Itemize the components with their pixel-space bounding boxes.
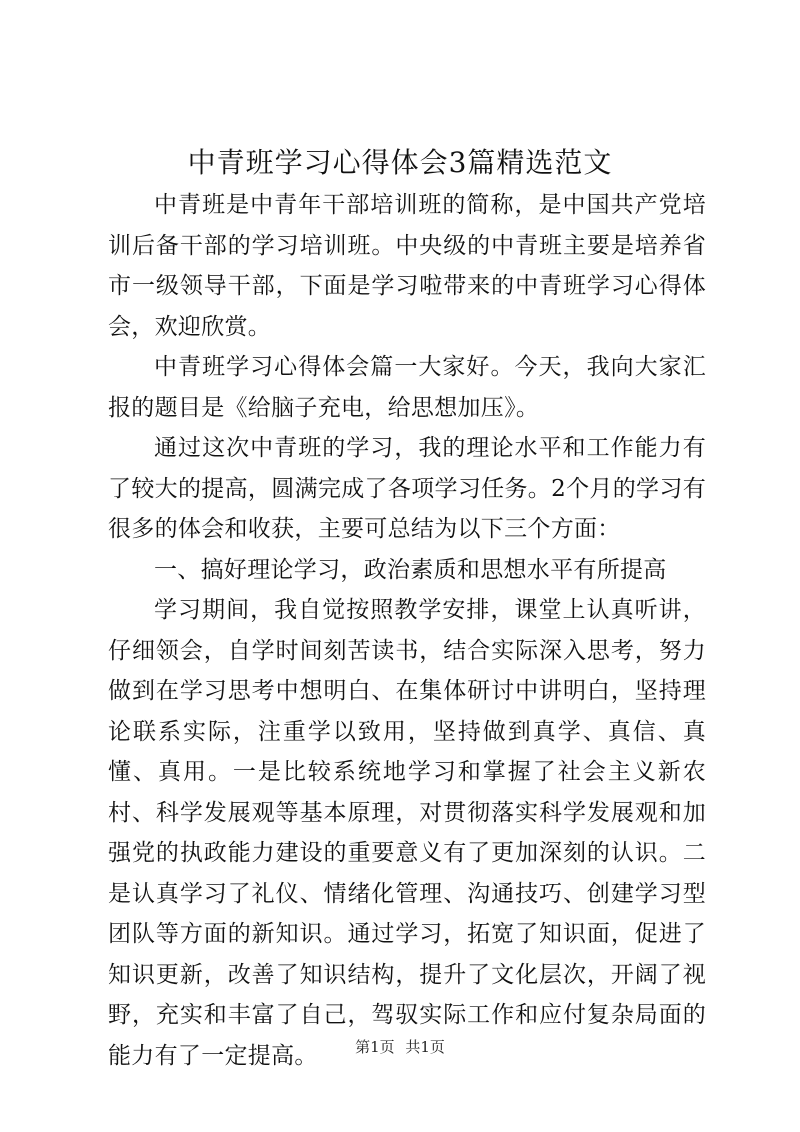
paragraph-section-1-body: 学习期间，我自觉按照教学安排，课堂上认真听讲，仔细领会，自学时间刻苦读书，结合实际深入思考，努力做到在学习思考中想明白、在集体研讨中讲明白，坚持理论联系实际，注重学以致用，坚持做到真学、真信、真懂、真用。一是比较系统地学习和掌握了社会主义新农村、科学发展观等基本原理，对贯彻落实科学发展观和加强党的执政能力建设的重要意义有了更加深刻的认识。二是认真学习了礼仪、情绪化管理、沟通技巧、创建学习型团队等方面的新知识。通过学习，拓宽了知识面，促进了知识更新，改善了知识结构，提升了文化层次，开阔了视野，充实和丰富了自己，驾驭实际工作和应付复杂局面的能力有了一定提高。: [108, 597, 706, 1069]
page-total: 共1页: [405, 1038, 445, 1056]
document-body: [108, 185, 706, 1076]
page-number: 第1页: [355, 1038, 395, 1056]
paragraph-summary: 通过这次中青班的学习，我的理论水平和工作能力有了较大的提高，圆满完成了各项学习任务。2个月的学习有很多的体会和收获，主要可总结为以下三个方面：: [108, 435, 706, 542]
paragraph-greeting: 中青班学习心得体会篇一大家好。今天，我向大家汇报的题目是《给脑子充电，给思想加压》。: [108, 354, 706, 421]
page-footer: [0, 1037, 800, 1057]
paragraph-intro: 中青班是中青年干部培训班的简称，是中国共产党培训后备干部的学习培训班。中央级的中青班主要是培养省市一级领导干部，下面是学习啦带来的中青班学习心得体会，欢迎欣赏。: [108, 192, 706, 340]
section-heading-1: 一、搞好理论学习，政治素质和思想水平有所提高: [154, 556, 667, 583]
document-title: 中青班学习心得体会3篇精选范文: [187, 146, 613, 179]
